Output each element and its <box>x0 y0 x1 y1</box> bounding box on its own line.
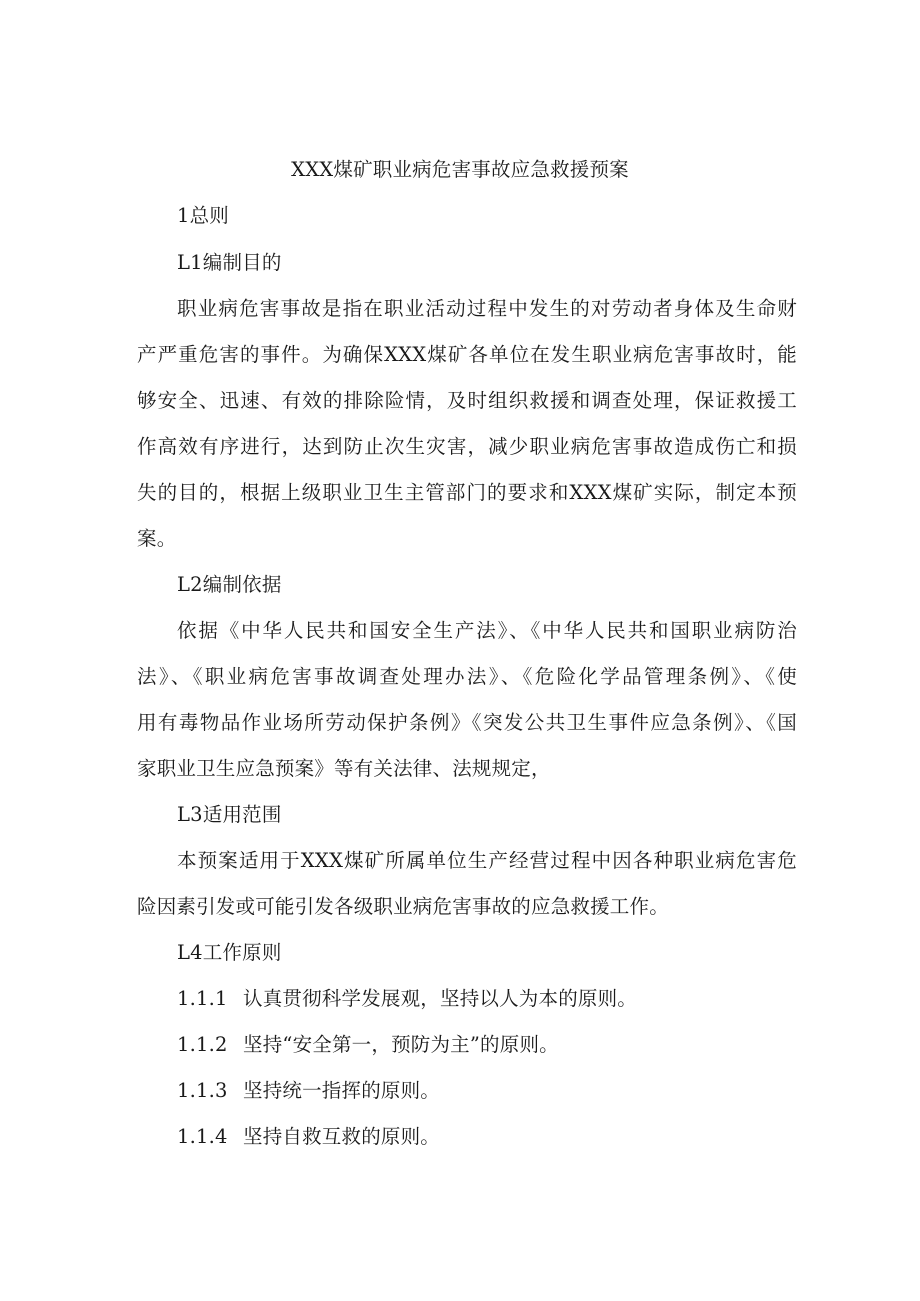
list-item-text: 坚持自救互救的原则。 <box>243 1125 441 1148</box>
subsection-heading-basis: L2编制依据 <box>177 573 282 596</box>
list-item <box>177 986 837 1012</box>
list-item <box>177 1032 837 1058</box>
paragraph-line: 依据《中华人民共和国安全生产法》、《中华人民共和国职业病防治 <box>177 619 797 642</box>
paragraph-line: 家职业卫生应急预案》等有关法律、法规规定， <box>137 757 551 780</box>
list-item-number: 1.1.3 <box>177 1079 228 1102</box>
document-title: XXX煤矿职业病危害事故应急救援预案 <box>291 158 629 181</box>
paragraph-line: 本预案适用于XXX煤矿所属单位生产经营过程中因各种职业病危害危 <box>177 849 797 872</box>
list-item-number: 1.1.2 <box>177 1033 228 1056</box>
subsection-heading-scope: L3适用范围 <box>177 803 282 826</box>
paragraph-line: 险因素引发或可能引发各级职业病危害事故的应急救援工作。 <box>137 895 669 918</box>
paragraph-line: 作高效有序进行，达到防止次生灾害，减少职业病危害事故造成伤亡和损 <box>137 435 797 458</box>
subsection-heading-principles: L4工作原则 <box>177 941 282 964</box>
list-item-number: 1.1.1 <box>177 987 228 1010</box>
subsection-heading-purpose: L1编制目的 <box>177 251 282 274</box>
list-item <box>177 1078 837 1104</box>
paragraph-line: 用有毒物品作业场所劳动保护条例》《突发公共卫生事件应急条例》、《国 <box>137 711 797 734</box>
paragraph-line: 案。 <box>137 527 177 550</box>
list-item-text: 坚持“安全第一，预防为主”的原则。 <box>243 1033 559 1056</box>
list-item-number: 1.1.4 <box>177 1125 228 1148</box>
list-item-text: 坚持统一指挥的原则。 <box>243 1079 441 1102</box>
paragraph-line: 够安全、迅速、有效的排除险情，及时组织救援和调查处理，保证救援工 <box>137 389 797 412</box>
paragraph-line: 失的目的，根据上级职业卫生主管部门的要求和XXX煤矿实际，制定本预 <box>137 481 797 504</box>
paragraph-line: 法》、《职业病危害事故调查处理办法》、《危险化学品管理条例》、《使 <box>137 665 797 688</box>
paragraph-line: 职业病危害事故是指在职业活动过程中发生的对劳动者身体及生命财 <box>177 297 797 320</box>
list-item-text: 认真贯彻科学发展观，坚持以人为本的原则。 <box>243 987 638 1010</box>
paragraph-line: 产严重危害的事件。为确保XXX煤矿各单位在发生职业病危害事故时，能 <box>137 343 797 366</box>
list-item <box>177 1124 837 1150</box>
section-heading-general: 1总则 <box>177 204 230 227</box>
